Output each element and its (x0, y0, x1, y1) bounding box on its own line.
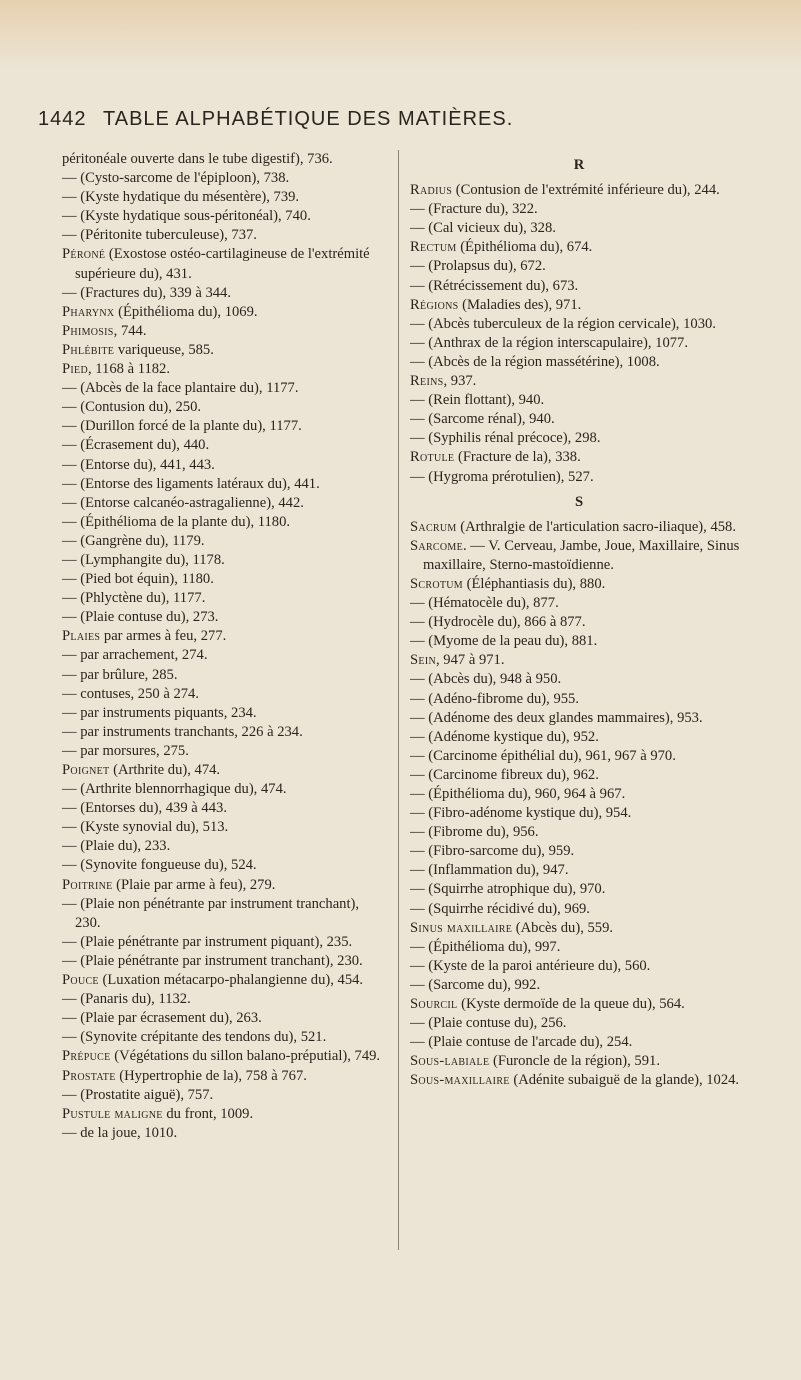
entry-heading: Reins (410, 373, 444, 390)
entry-text: — de la joue, 1010. (62, 1124, 178, 1141)
index-entry (410, 448, 748, 467)
index-entry (410, 353, 748, 372)
entry-text: — (Carcinome épithélial du), 961, 967 à 970. (410, 747, 676, 764)
index-entry (410, 219, 748, 238)
index-entry (62, 341, 384, 360)
index-entry (410, 690, 748, 709)
index-entry (410, 747, 748, 766)
entry-heading: Scrotum (410, 575, 463, 592)
index-entry (62, 761, 384, 780)
index-entry (62, 436, 384, 455)
index-entry (62, 513, 384, 532)
entry-text: — par arrachement, 274. (62, 647, 208, 664)
index-entry (62, 379, 384, 398)
entry-heading: Radius (410, 182, 453, 199)
index-entry (62, 188, 384, 207)
index-entry (62, 685, 384, 704)
entry-text: (Abcès du), 559. (512, 919, 614, 936)
index-entry (410, 296, 748, 315)
index-entry (62, 303, 384, 322)
entry-text: (Épithélioma du), 674. (456, 239, 593, 256)
index-entry (62, 1086, 384, 1105)
entry-text: — (Contusion du), 250. (62, 399, 202, 416)
entry-heading: Prépuce (62, 1048, 111, 1065)
index-entry (410, 594, 748, 613)
entry-text: (Furoncle de la région), 591. (489, 1053, 660, 1070)
entry-text: — (Entorse du), 441, 443. (62, 456, 215, 473)
section-letter: R (573, 157, 585, 173)
entry-text: — (Plaie non pénétrante par instrument tranchant), 230. (62, 895, 360, 931)
index-entry (62, 475, 384, 494)
index-entry (410, 1052, 748, 1071)
entry-text: — par morsures, 275. (62, 742, 189, 759)
entry-text: — (Sarcome du), 992. (410, 976, 541, 993)
entry-heading: Sourcil (410, 996, 458, 1013)
index-entry (410, 880, 748, 899)
entry-text: — (Écrasement du), 440. (62, 437, 210, 454)
index-entry (410, 277, 748, 296)
index-entry (410, 372, 748, 391)
entry-text: — (Entorses du), 439 à 443. (62, 800, 227, 817)
index-entry (62, 990, 384, 1009)
index-entry (62, 570, 384, 589)
index-entry (62, 589, 384, 608)
index-entry (62, 360, 384, 379)
index-entry (410, 429, 748, 448)
entry-text: — (Kyste hydatique du mésentère), 739. (62, 189, 300, 206)
index-entry (410, 861, 748, 880)
entry-text: — (Hydrocèle du), 866 à 877. (410, 614, 586, 631)
entry-text: — (Abcès de la région massétérine), 1008. (410, 353, 660, 370)
index-entry (410, 900, 748, 919)
index-entry (410, 200, 748, 219)
entry-text: — (Plaie contuse de l'arcade du), 254. (410, 1034, 633, 1051)
entry-heading: Plaies (62, 628, 101, 645)
entry-heading: Pied (62, 361, 88, 378)
index-entry (410, 938, 748, 957)
entry-text: — (Adénome des deux glandes mammaires), 953. (410, 709, 703, 726)
entry-text: — (Plaie contuse du), 256. (410, 1015, 567, 1032)
entry-text: (Hypertrophie de la), 758 à 767. (115, 1067, 307, 1084)
entry-heading: Rotule (410, 449, 455, 466)
index-entry (62, 933, 384, 952)
index-entry (410, 1014, 748, 1033)
index-entry (410, 575, 748, 594)
index-entry (410, 632, 748, 651)
entry-heading: Phlébite (62, 341, 115, 358)
entry-text: variqueuse, 585. (114, 341, 214, 358)
entry-text: — (Prostatite aiguë), 757. (62, 1086, 214, 1103)
index-entry (410, 709, 748, 728)
entry-text: — (Cal vicieux du), 328. (410, 220, 556, 237)
index-entry (410, 518, 748, 537)
entry-text: (Éléphantiasis du), 880. (463, 575, 606, 592)
index-entry (62, 666, 384, 685)
entry-text: — (Entorse des ligaments latéraux du), 441. (62, 475, 320, 492)
index-entry (62, 895, 384, 933)
index-entry (62, 284, 384, 303)
index-entry (62, 207, 384, 226)
entry-heading: Pharynx (62, 303, 115, 320)
entry-text: — (Épithélioma du), 997. (410, 938, 561, 955)
entry-heading: Rectum (410, 239, 457, 256)
index-entry (62, 742, 384, 761)
entry-text: — (Fracture du), 322. (410, 201, 538, 218)
index-entry (410, 804, 748, 823)
index-entry (410, 995, 748, 1014)
index-entry (62, 780, 384, 799)
entry-text: — (Épithélioma de la plante du), 1180. (62, 513, 291, 530)
entry-text: (Épithélioma du), 1069. (114, 303, 258, 320)
index-entry (62, 417, 384, 436)
entry-text: — (Entorse calcanéo-astragalienne), 442. (62, 494, 304, 511)
entry-heading: Sous-labiale (410, 1053, 490, 1070)
entry-text: , 744. (113, 322, 147, 339)
entry-text: — (Syphilis rénal précoce), 298. (410, 430, 601, 447)
index-entry (410, 1033, 748, 1052)
entry-heading: Phimosis (62, 322, 114, 339)
index-entry (62, 799, 384, 818)
index-entry (62, 818, 384, 837)
index-entry (62, 398, 384, 417)
entry-heading: Pustule maligne (62, 1105, 163, 1122)
index-entry (410, 181, 748, 200)
entry-text: — (Hématocèle du), 877. (410, 595, 559, 612)
entry-text: — (Gangrène du), 1179. (62, 532, 205, 549)
entry-text: — (Péritonite tuberculeuse), 737. (62, 227, 257, 244)
section-letter: S (574, 493, 584, 510)
index-entry (410, 976, 748, 995)
entry-text: — (Anthrax de la région interscapulaire), 1077. (410, 334, 688, 351)
index-entry (410, 728, 748, 747)
entry-text: — contuses, 250 à 274. (62, 685, 200, 702)
index-entry (62, 322, 384, 341)
entry-text: — (Fractures du), 339 à 344. (62, 284, 232, 301)
entry-heading: Sein (410, 652, 436, 669)
entry-text: (Arthrite du), 474. (109, 762, 221, 778)
entry-text: (Adénite subaiguë de la glande), 1024. (509, 1072, 740, 1089)
entry-text: — (Squirrhe récidivé du), 969. (410, 900, 590, 917)
index-entry (410, 651, 748, 670)
index-entry (62, 837, 384, 856)
index-entry (410, 391, 748, 410)
page-top-edge (0, 0, 801, 72)
entry-text: — (Abcès tuberculeux de la région cervicale), 1030. (410, 315, 716, 332)
entry-heading: Sarcome (410, 537, 463, 554)
index-entry (410, 257, 748, 276)
entry-text: — (Abcès du), 948 à 950. (410, 671, 562, 688)
entry-text: (Luxation métacarpo-phalangienne du), 454. (98, 972, 364, 989)
entry-text: — (Kyste hydatique sous-péritonéal), 740. (62, 208, 311, 225)
entry-text: (Exostose ostéo-cartilagineuse de l'extrémité supérieure du), 431. (75, 246, 370, 282)
entry-text: — (Adéno-fibrome du), 955. (410, 690, 580, 707)
index-entry (62, 1067, 384, 1086)
entry-text: — (Myome de la peau du), 881. (410, 633, 598, 650)
index-entry (62, 494, 384, 513)
entry-text: , 1168 à 1182. (87, 361, 170, 378)
entry-text: par armes à feu, 277. (100, 628, 227, 645)
index-entry (62, 704, 384, 723)
entry-text: — (Squirrhe atrophique du), 970. (410, 881, 606, 898)
index-entry (410, 410, 748, 429)
entry-text: . — V. Cerveau, Jambe, Joue, Maxillaire, Sinus maxillaire, Sterno-mastoïdienne. (423, 537, 740, 573)
entry-heading: Poignet (62, 762, 110, 778)
index-entry (62, 551, 384, 570)
entry-text: — (Plaie du), 233. (62, 838, 171, 855)
column-divider (398, 150, 399, 1250)
entry-text: — (Rein flottant), 940. (410, 392, 545, 409)
entry-text: — (Hygroma prérotulien), 527. (410, 468, 594, 485)
index-entry (62, 1105, 384, 1124)
index-entry (410, 823, 748, 842)
index-entry (410, 785, 748, 804)
entry-text: — (Fibrome du), 956. (410, 824, 539, 841)
entry-text: (Végétations du sillon balano-préputial), 749. (110, 1048, 381, 1065)
entry-text: — (Synovite fongueuse du), 524. (62, 857, 257, 874)
page-header (38, 108, 768, 132)
entry-text: — (Adénome kystique du), 952. (410, 728, 599, 745)
index-entry (62, 532, 384, 551)
entry-text: — par brûlure, 285. (62, 666, 178, 683)
entry-text: péritonéale ouverte dans le tube digestif), 736. (62, 151, 333, 167)
index-entry (62, 723, 384, 742)
index-entry (62, 456, 384, 475)
index-entry (410, 670, 748, 689)
index-entry (410, 1071, 748, 1090)
entry-heading: Pouce (62, 972, 99, 989)
index-entry (62, 608, 384, 627)
page-title: TABLE ALPHABÉTIQUE DES MATIÈRES. (103, 108, 514, 130)
entry-text: — (Kyste synovial du), 513. (62, 819, 229, 836)
entry-text: — (Arthrite blennorrhagique du), 474. (62, 781, 287, 798)
entry-text: — (Plaie contuse du), 273. (62, 609, 219, 626)
entry-text: — (Synovite crépitante des tendons du), 521. (62, 1029, 327, 1046)
index-entry (62, 646, 384, 665)
entry-heading: Péroné (62, 246, 106, 263)
index-entry (410, 238, 748, 257)
entry-text: — (Cysto-sarcome de l'épiploon), 738. (62, 170, 290, 187)
entry-text: (Fracture de la), 338. (454, 449, 581, 466)
index-entry (410, 957, 748, 976)
entry-text: — (Pied bot équin), 1180. (62, 571, 214, 588)
entry-heading: Poitrine (62, 876, 113, 893)
entry-text: — (Kyste de la paroi antérieure du), 560. (410, 957, 651, 974)
index-entry (410, 766, 748, 785)
index-entry (62, 856, 384, 875)
entry-heading: Prostate (62, 1067, 116, 1084)
entry-text: — (Fibro-adénome kystique du), 954. (410, 805, 632, 822)
entry-text: , 937. (443, 373, 477, 390)
entry-heading: Sinus maxillaire (410, 919, 513, 936)
entry-text: — (Inflammation du), 947. (410, 862, 569, 879)
entry-heading: Sous-maxillaire (410, 1072, 510, 1089)
entry-heading: Sacrum (410, 518, 457, 535)
entry-text: — (Épithélioma du), 960, 964 à 967. (410, 786, 626, 802)
index-entry (62, 245, 384, 283)
index-entry (62, 876, 384, 895)
entry-text: — (Sarcome rénal), 940. (410, 411, 555, 428)
entry-text: — par instruments piquants, 234. (62, 704, 257, 721)
left-column (62, 150, 384, 1143)
entry-text: — (Fibro-sarcome du), 959. (410, 843, 575, 860)
index-entry (410, 613, 748, 632)
entry-text: — (Panaris du), 1132. (62, 991, 191, 1008)
index-entry (410, 919, 748, 938)
index-entry (62, 1047, 384, 1066)
index-entry (62, 627, 384, 646)
index-entry (62, 1124, 384, 1143)
entry-text: (Contusion de l'extrémité inférieure du), 244. (452, 182, 720, 199)
index-entry (62, 971, 384, 990)
entry-heading: Régions (410, 296, 459, 313)
entry-text: (Maladies des), 971. (458, 296, 582, 313)
index-entry (410, 315, 748, 334)
entry-text: — (Carcinome fibreux du), 962. (410, 766, 599, 783)
entry-text: — (Plaie par écrasement du), 263. (62, 1010, 262, 1027)
index-entry (62, 952, 384, 971)
entry-text: (Kyste dermoïde de la queue du), 564. (457, 996, 685, 1013)
entry-text: — par instruments tranchants, 226 à 234. (62, 723, 303, 740)
index-entry (62, 1028, 384, 1047)
entry-text: — (Plaie pénétrante par instrument piquant), 235. (62, 933, 353, 950)
entry-text: — (Phlyctène du), 1177. (62, 590, 206, 607)
index-entry (410, 842, 748, 861)
index-entry (62, 150, 384, 169)
page-number: 1442 (38, 108, 87, 130)
right-column (410, 150, 748, 1091)
index-entry (410, 334, 748, 353)
index-entry (62, 1009, 384, 1028)
entry-text: — (Durillon forcé de la plante du), 1177. (62, 418, 302, 435)
entry-text: , 947 à 971. (435, 652, 505, 669)
index-entry (62, 169, 384, 188)
entry-text: — (Lymphangite du), 1178. (62, 551, 225, 568)
entry-text: (Plaie par arme à feu), 279. (112, 876, 276, 893)
entry-text: — (Abcès de la face plantaire du), 1177. (62, 380, 299, 397)
index-entry (410, 468, 748, 487)
entry-text: — (Prolapsus du), 672. (410, 258, 546, 275)
entry-text: (Arthralgie de l'articulation sacro-iliaque), 458. (456, 518, 736, 535)
entry-text: — (Plaie pénétrante par instrument tranchant), 230. (62, 952, 363, 969)
entry-text: — (Rétrécissement du), 673. (410, 277, 579, 294)
entry-text: du front, 1009. (162, 1105, 254, 1122)
index-entry (62, 226, 384, 245)
index-entry (410, 537, 748, 575)
